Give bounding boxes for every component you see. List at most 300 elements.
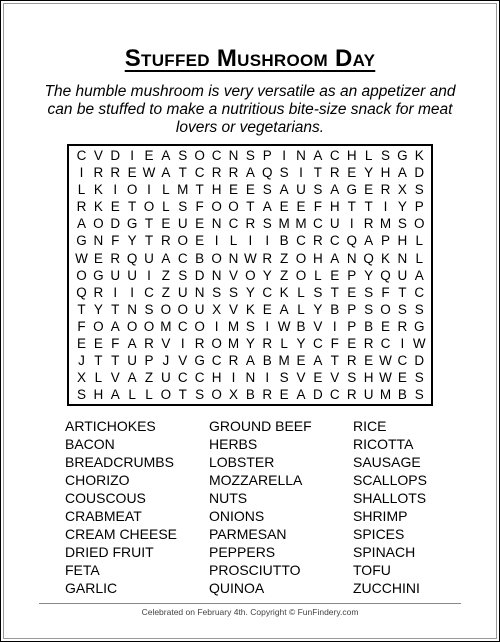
grid-letter: R bbox=[262, 387, 273, 403]
grid-letter: C bbox=[194, 165, 205, 181]
grid-letter: I bbox=[282, 148, 287, 163]
grid-letter: A bbox=[161, 250, 171, 266]
grid-letter: C bbox=[296, 233, 306, 249]
grid-letter: D bbox=[414, 353, 425, 369]
grid-letter: O bbox=[194, 148, 205, 163]
grid-letter: S bbox=[262, 216, 272, 232]
grid-letter: O bbox=[228, 199, 239, 215]
grid-letter: I bbox=[130, 148, 134, 163]
grid-letter: Y bbox=[364, 267, 374, 283]
grid-letter: U bbox=[397, 267, 408, 283]
grid-letter: D bbox=[110, 216, 121, 232]
grid-letter: U bbox=[177, 284, 188, 300]
grid-letter: V bbox=[228, 301, 238, 317]
grid-letter: S bbox=[279, 370, 289, 386]
grid-letter: A bbox=[313, 148, 323, 163]
word-list-item: MOZZARELLA bbox=[209, 472, 303, 488]
grid-letter: K bbox=[414, 148, 424, 163]
grid-letter: O bbox=[126, 182, 138, 198]
grid-letter: A bbox=[245, 353, 255, 369]
grid-letter: O bbox=[245, 267, 256, 283]
grid-letter: N bbox=[211, 267, 222, 283]
grid-letter: A bbox=[414, 267, 424, 283]
grid-letter: E bbox=[76, 336, 86, 352]
grid-letter: Y bbox=[313, 301, 323, 317]
grid-letter: C bbox=[262, 284, 273, 300]
grid-letter: I bbox=[214, 233, 219, 249]
grid-letter: E bbox=[161, 216, 171, 232]
grid-letter: O bbox=[160, 387, 172, 403]
word-list-item: RICOTTA bbox=[353, 436, 414, 452]
grid-letter: R bbox=[211, 165, 222, 181]
grid-letter: Q bbox=[346, 233, 357, 249]
grid-letter: K bbox=[279, 284, 289, 300]
grid-letter: O bbox=[126, 318, 138, 334]
grid-letter: V bbox=[110, 370, 120, 386]
grid-letter: L bbox=[280, 336, 288, 352]
grid-letter: O bbox=[160, 301, 172, 317]
grid-letter: B bbox=[364, 318, 374, 334]
grid-letter: U bbox=[161, 370, 171, 386]
word-list-item: PEPPERS bbox=[209, 544, 276, 560]
grid-letter: E bbox=[397, 370, 407, 386]
word-list-item: NUTS bbox=[209, 490, 248, 506]
grid-letter: Y bbox=[296, 336, 306, 352]
grid-letter: B bbox=[296, 318, 306, 334]
grid-letter: S bbox=[364, 301, 374, 317]
grid-letter: N bbox=[127, 301, 137, 317]
grid-letter: V bbox=[296, 370, 306, 386]
grid-letter: I bbox=[332, 318, 337, 334]
grid-letter: W bbox=[142, 165, 156, 181]
grid-letter: E bbox=[127, 165, 137, 181]
grid-letter: M bbox=[278, 216, 290, 232]
grid-letter: V bbox=[161, 336, 171, 352]
grid-letter: Z bbox=[144, 370, 154, 386]
grid-letter: O bbox=[295, 250, 307, 266]
grid-letter: O bbox=[93, 318, 104, 334]
grid-letter: F bbox=[77, 318, 86, 334]
grid-letter: T bbox=[246, 199, 255, 215]
word-list-item: HERBS bbox=[209, 436, 258, 452]
grid-letter: B bbox=[279, 233, 289, 249]
grid-letter: S bbox=[245, 148, 255, 163]
grid-letter: U bbox=[296, 182, 306, 198]
word-list-item: GROUND BEEF bbox=[209, 418, 312, 434]
grid-letter: R bbox=[245, 216, 256, 232]
grid-letter: L bbox=[415, 250, 424, 266]
grid-letter: Z bbox=[161, 284, 171, 300]
grid-letter: W bbox=[412, 336, 426, 352]
word-list-item: ONIONS bbox=[209, 508, 265, 524]
grid-letter: P bbox=[414, 199, 424, 215]
grid-letter: N bbox=[397, 250, 408, 266]
grid-letter: N bbox=[245, 370, 256, 386]
grid-letter: G bbox=[93, 267, 104, 283]
grid-letter: S bbox=[397, 301, 407, 317]
grid-letter: L bbox=[162, 182, 170, 198]
grid-letter: N bbox=[296, 148, 306, 163]
grid-letter: T bbox=[111, 301, 120, 317]
grid-letter: X bbox=[212, 301, 222, 317]
grid-letter: A bbox=[110, 318, 120, 334]
grid-letter: C bbox=[177, 370, 188, 386]
grid-letter: G bbox=[126, 216, 138, 232]
grid-letter: E bbox=[364, 182, 374, 198]
grid-letter: N bbox=[228, 250, 239, 266]
grid-letter: C bbox=[397, 353, 408, 369]
grid-letter: E bbox=[296, 199, 306, 215]
word-list-item: COUSCOUS bbox=[65, 490, 146, 506]
grid-letter: G bbox=[414, 318, 425, 334]
grid-letter: F bbox=[330, 336, 339, 352]
grid-letter: C bbox=[313, 336, 323, 352]
grid-letter: R bbox=[93, 165, 104, 181]
word-list-item: GARLIC bbox=[65, 580, 118, 596]
grid-letter: F bbox=[381, 284, 390, 300]
grid-letter: E bbox=[347, 165, 357, 181]
grid-letter: M bbox=[227, 336, 240, 352]
grid-letter: W bbox=[379, 353, 392, 369]
grid-letter: C bbox=[177, 318, 188, 334]
grid-letter: C bbox=[144, 284, 154, 300]
grid-letter: A bbox=[161, 165, 171, 181]
grid-letter: K bbox=[380, 250, 390, 266]
grid-letter: E bbox=[93, 250, 103, 266]
grid-letter: S bbox=[397, 216, 407, 232]
grid-letter: V bbox=[313, 318, 323, 334]
grid-letter: M bbox=[177, 182, 189, 198]
grid-letter: S bbox=[178, 148, 188, 163]
grid-letter: Y bbox=[262, 267, 272, 283]
grid-letter: W bbox=[75, 250, 88, 266]
word-list-item: FETA bbox=[65, 562, 100, 578]
grid-letter: M bbox=[160, 318, 172, 334]
word-list-item: CRABMEAT bbox=[65, 508, 142, 524]
grid-letter: D bbox=[110, 148, 121, 163]
grid-letter: H bbox=[397, 233, 408, 249]
grid-letter: T bbox=[195, 182, 204, 198]
grid-letter: C bbox=[414, 284, 425, 300]
word-list-item: SPINACH bbox=[353, 544, 416, 560]
grid-letter: S bbox=[178, 199, 188, 215]
grid-letter: M bbox=[278, 353, 290, 369]
grid-letter: H bbox=[93, 387, 104, 403]
grid-letter: R bbox=[161, 233, 171, 249]
grid-letter: R bbox=[262, 250, 273, 266]
grid-letter: P bbox=[262, 148, 272, 163]
grid-letter: J bbox=[162, 353, 170, 369]
grid-letter: R bbox=[363, 336, 374, 352]
grid-letter: F bbox=[111, 233, 120, 249]
grid-letter: X bbox=[397, 182, 407, 198]
grid-letter: E bbox=[195, 233, 205, 249]
grid-letter: D bbox=[194, 267, 205, 283]
grid-letter: H bbox=[211, 370, 222, 386]
grid-letter: N bbox=[194, 284, 205, 300]
grid-letter: X bbox=[228, 387, 238, 403]
grid-letter: F bbox=[313, 199, 323, 215]
grid-letter: L bbox=[229, 233, 238, 249]
grid-letter: I bbox=[299, 165, 303, 181]
grid-letter: C bbox=[329, 233, 340, 249]
grid-letter: E bbox=[245, 182, 255, 198]
grid-letter: S bbox=[347, 370, 357, 386]
grid-letter: S bbox=[76, 387, 86, 403]
grid-letter: M bbox=[295, 216, 307, 232]
grid-letter: R bbox=[194, 336, 205, 352]
grid-letter: O bbox=[194, 318, 205, 334]
grid-letter: A bbox=[127, 370, 137, 386]
word-list-item: SCALLOPS bbox=[353, 472, 427, 488]
grid-letter: Y bbox=[245, 336, 255, 352]
grid-letter: T bbox=[144, 216, 154, 232]
grid-letter: R bbox=[228, 165, 239, 181]
grid-letter: S bbox=[414, 301, 424, 317]
grid-letter: Y bbox=[93, 301, 103, 317]
grid-letter: E bbox=[144, 148, 154, 163]
grid-letter: X bbox=[76, 370, 86, 386]
grid-letter: A bbox=[127, 336, 137, 352]
grid-letter: D bbox=[414, 165, 425, 181]
grid-letter: I bbox=[147, 267, 151, 283]
word-column-3 bbox=[353, 417, 445, 597]
grid-letter: S bbox=[212, 284, 222, 300]
grid-letter: R bbox=[397, 318, 408, 334]
word-list-item: BACON bbox=[65, 436, 115, 452]
grid-letter: Q bbox=[380, 267, 391, 283]
grid-letter: Z bbox=[280, 250, 289, 266]
word-list-item: CHORIZO bbox=[65, 472, 130, 488]
grid-letter: L bbox=[77, 182, 86, 198]
grid-letter: Y bbox=[245, 284, 255, 300]
grid-letter: R bbox=[329, 165, 340, 181]
grid-letter: Y bbox=[364, 165, 374, 181]
grid-letter: M bbox=[379, 216, 392, 232]
grid-letter: O bbox=[414, 216, 425, 232]
grid-letter: B bbox=[262, 353, 272, 369]
grid-letter: K bbox=[93, 182, 103, 198]
grid-letter: C bbox=[329, 148, 340, 163]
grid-letter: A bbox=[330, 250, 340, 266]
grid-letter: W bbox=[379, 370, 392, 386]
grid-letter: W bbox=[243, 250, 257, 266]
grid-letter: E bbox=[347, 336, 357, 352]
grid-letter: H bbox=[211, 182, 222, 198]
grid-letter: N bbox=[211, 216, 222, 232]
grid-letter: P bbox=[347, 301, 357, 317]
word-list-item: SAUSAGE bbox=[353, 454, 421, 470]
grid-letter: O bbox=[76, 267, 87, 283]
grid-letter: O bbox=[177, 233, 189, 249]
word-list-item: SPICES bbox=[353, 526, 405, 542]
grid-letter: T bbox=[330, 353, 339, 369]
grid-letter: E bbox=[296, 353, 306, 369]
grid-letter: S bbox=[414, 182, 424, 198]
grid-letter: M bbox=[379, 387, 392, 403]
word-list-item: SHALLOTS bbox=[353, 490, 427, 506]
word-column-1 bbox=[65, 417, 209, 597]
grid-letter: C bbox=[211, 353, 222, 369]
grid-letter: I bbox=[214, 318, 219, 334]
grid-letter: O bbox=[143, 318, 155, 334]
grid-letter: O bbox=[143, 199, 155, 215]
grid-letter: N bbox=[93, 233, 104, 249]
grid-letter: L bbox=[297, 284, 305, 300]
grid-letter: S bbox=[380, 148, 390, 163]
grid-letter: S bbox=[262, 182, 272, 198]
grid-letter: A bbox=[262, 199, 272, 215]
grid-letter: L bbox=[145, 387, 153, 403]
grid-letter: Y bbox=[397, 199, 407, 215]
grid-letter: R bbox=[346, 353, 357, 369]
grid-letter: M bbox=[227, 318, 240, 334]
word-list-item: CREAM CHEESE bbox=[65, 526, 178, 542]
grid-letter: H bbox=[346, 148, 357, 163]
footer-divider bbox=[39, 603, 461, 604]
grid-letter: I bbox=[180, 336, 185, 352]
grid-letter: I bbox=[383, 199, 388, 215]
grid-letter: U bbox=[194, 301, 205, 317]
grid-letter: T bbox=[111, 353, 120, 369]
grid-letter: R bbox=[262, 336, 273, 352]
grid-letter: E bbox=[313, 370, 323, 386]
grid-letter: I bbox=[265, 233, 270, 249]
word-list-item: RICE bbox=[353, 418, 387, 434]
grid-letter: S bbox=[228, 284, 238, 300]
grid-letter: E bbox=[262, 301, 272, 317]
word-list-item: QUINOA bbox=[209, 580, 265, 596]
grid-letter: E bbox=[380, 318, 390, 334]
grid-letter: Q bbox=[126, 250, 138, 266]
grid-letter: L bbox=[415, 233, 424, 249]
grid-letter: O bbox=[295, 267, 307, 283]
puzzle-description: The humble mushroom is very versatile as an appetizer and can be stuffed to make a nutritious bite-size snack for meat lovers or vegetarians. bbox=[44, 83, 456, 136]
grid-letter: C bbox=[313, 216, 323, 232]
grid-letter: A bbox=[161, 148, 171, 163]
grid-letter: E bbox=[279, 199, 289, 215]
grid-letter: A bbox=[397, 165, 407, 181]
grid-letter: I bbox=[248, 233, 253, 249]
grid-letter: S bbox=[313, 182, 323, 198]
grid-letter: U bbox=[127, 267, 137, 283]
grid-letter: I bbox=[231, 370, 236, 386]
grid-letter: T bbox=[398, 284, 407, 300]
footer-text: Celebrated on February 4th. Copyright © FunFindery.com bbox=[141, 607, 359, 617]
grid-letter: P bbox=[347, 267, 357, 283]
grid-letter: O bbox=[211, 336, 222, 352]
grid-letter: W bbox=[277, 318, 291, 334]
word-column-2 bbox=[209, 417, 353, 597]
grid-letter: U bbox=[110, 267, 121, 283]
grid-letter: E bbox=[195, 216, 205, 232]
grid-letter: O bbox=[211, 250, 222, 266]
grid-letter: I bbox=[400, 336, 405, 352]
grid-letter: F bbox=[195, 199, 204, 215]
grid-letter: E bbox=[110, 199, 120, 215]
grid-letter: T bbox=[144, 233, 154, 249]
grid-letter: E bbox=[330, 267, 340, 283]
grid-letter: T bbox=[77, 301, 86, 317]
word-list-item: PROSCIUTTO bbox=[209, 562, 301, 578]
grid-letter: A bbox=[364, 233, 374, 249]
grid-letter: E bbox=[279, 387, 289, 403]
grid-letter: R bbox=[380, 182, 391, 198]
word-list-item: PARMESAN bbox=[209, 526, 287, 542]
grid-letter: E bbox=[228, 182, 238, 198]
grid-letter: U bbox=[177, 216, 188, 232]
grid-letter: I bbox=[265, 370, 270, 386]
grid-letter: U bbox=[127, 353, 137, 369]
grid-letter: O bbox=[177, 301, 189, 317]
grid-letter: S bbox=[279, 165, 289, 181]
grid-letter: S bbox=[414, 370, 424, 386]
grid-letter: K bbox=[93, 199, 103, 215]
grid-letter: N bbox=[228, 148, 239, 163]
word-list-item: ZUCCHINI bbox=[353, 580, 420, 596]
grid-letter: R bbox=[228, 353, 239, 369]
grid-letter: Q bbox=[76, 284, 87, 300]
word-list-item: SHRIMP bbox=[353, 508, 408, 524]
grid-letter: C bbox=[211, 148, 222, 163]
word-list-item: LOBSTER bbox=[209, 454, 275, 470]
grid-letter: Q bbox=[261, 165, 273, 181]
grid-letter: O bbox=[93, 216, 104, 232]
grid-letter: R bbox=[93, 284, 104, 300]
grid-letter: T bbox=[94, 353, 103, 369]
grid-letter: F bbox=[111, 336, 120, 352]
grid-letter: H bbox=[363, 370, 374, 386]
grid-letter: S bbox=[178, 267, 188, 283]
grid-letter: R bbox=[76, 199, 87, 215]
grid-letter: H bbox=[329, 199, 340, 215]
grid-letter: T bbox=[330, 284, 339, 300]
grid-letter: C bbox=[177, 250, 188, 266]
grid-letter: G bbox=[346, 182, 357, 198]
grid-letter: G bbox=[194, 353, 205, 369]
grid-letter: I bbox=[265, 318, 270, 334]
grid-letter: T bbox=[178, 387, 187, 403]
grid-letter: R bbox=[363, 216, 374, 232]
grid-letter: A bbox=[279, 301, 289, 317]
grid-letter: T bbox=[347, 199, 356, 215]
grid-letter: T bbox=[127, 199, 137, 215]
grid-letter: T bbox=[364, 199, 373, 215]
grid-letter: B bbox=[195, 250, 205, 266]
grid-letter: R bbox=[144, 336, 154, 352]
grid-letter: A bbox=[313, 353, 323, 369]
grid-letter: I bbox=[349, 216, 354, 232]
grid-letter: O bbox=[380, 301, 391, 317]
grid-letter: E bbox=[93, 336, 103, 352]
grid-letter: E bbox=[364, 353, 374, 369]
grid-letter: G bbox=[397, 148, 408, 163]
grid-letter: B bbox=[397, 387, 407, 403]
word-bank bbox=[65, 417, 445, 597]
grid-letter: S bbox=[313, 284, 323, 300]
word-list-item: DRIED FRUIT bbox=[65, 544, 154, 560]
letter-grid-box bbox=[67, 144, 433, 406]
grid-letter: P bbox=[144, 353, 154, 369]
grid-letter: L bbox=[128, 387, 136, 403]
grid-letter: J bbox=[78, 353, 85, 369]
grid-letter: A bbox=[330, 182, 340, 198]
grid-letter: A bbox=[110, 387, 120, 403]
grid-letter: V bbox=[93, 148, 103, 163]
word-list-item: BREADCRUMBS bbox=[65, 454, 174, 470]
grid-letter: L bbox=[162, 199, 170, 215]
grid-letter: L bbox=[94, 370, 103, 386]
